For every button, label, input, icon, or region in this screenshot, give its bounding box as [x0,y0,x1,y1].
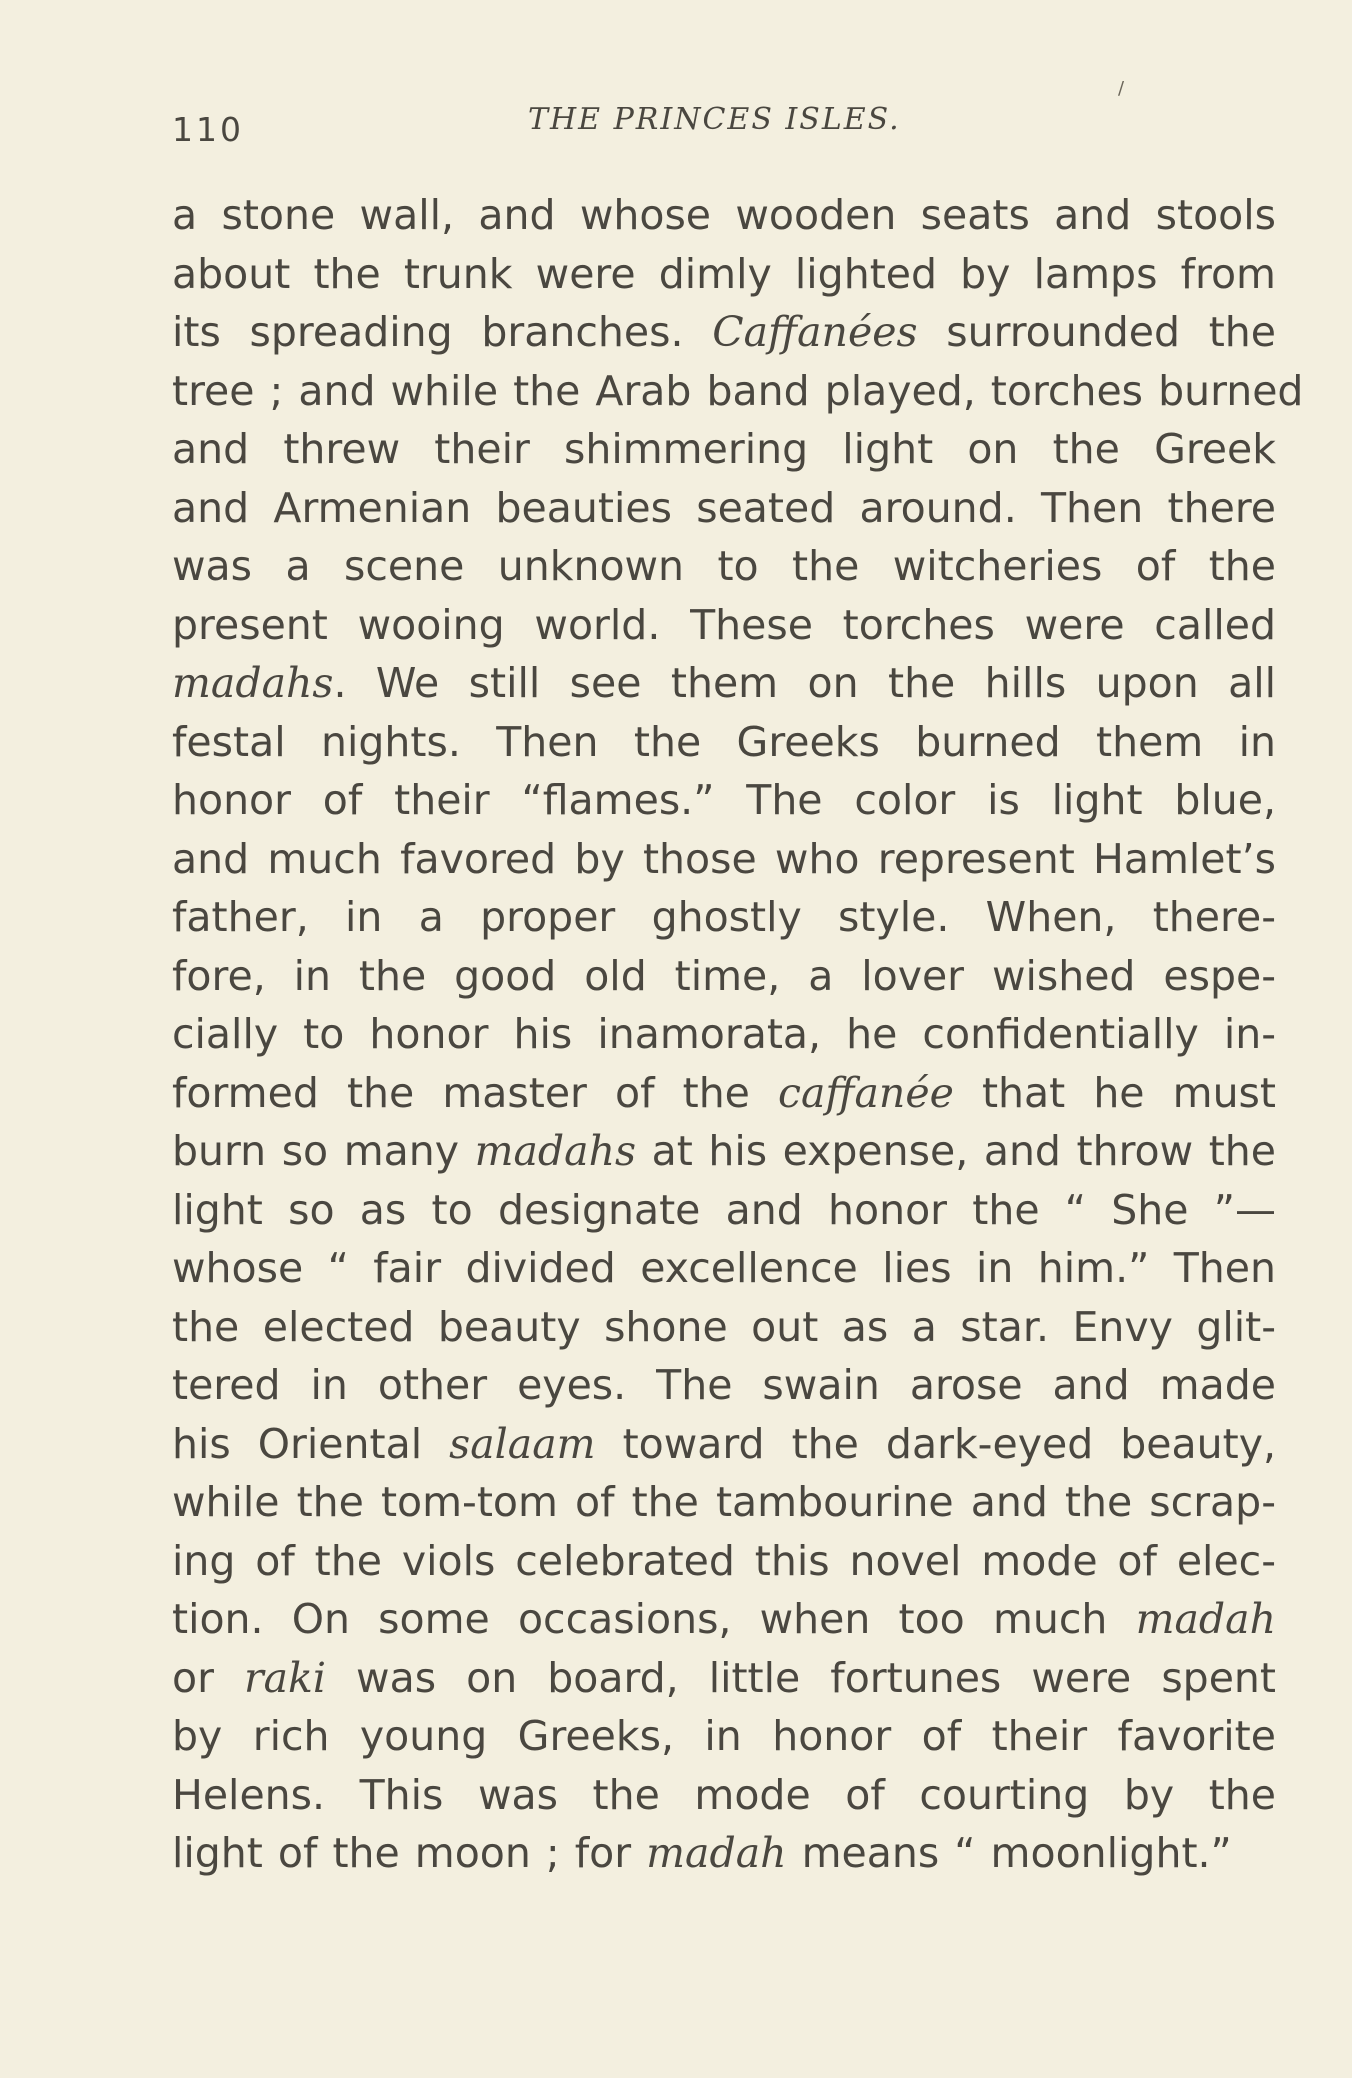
text-segment: tered in other eyes. The swain arose and made [172,1361,1276,1409]
text-segment: or [172,1653,244,1702]
text-segment: its spreading branches. [172,308,713,356]
italic-text: Caffanées [712,308,918,356]
text-line [172,1064,1276,1123]
text-segment: festal nights. Then the Greeks burned them in [172,717,1276,766]
text-segment: the elected beauty shone out as a star. Envy glit- [172,1302,1276,1351]
text-segment: formed the master of the [172,1068,779,1117]
text-line [172,1122,1276,1181]
text-line [172,1766,1276,1825]
text-line [172,479,1276,538]
text-line [172,1532,1276,1591]
text-line [172,1356,1276,1415]
text-line [172,1824,1276,1883]
text-segment: at his expense, and throw the [636,1127,1276,1175]
text-segment: burn so many [172,1127,475,1175]
text-line [172,362,1304,421]
text-line [172,1298,1276,1357]
text-line [172,596,1276,655]
text-segment: and much favored by those who represent Hamlet’s [172,834,1276,883]
text-line [172,654,1276,713]
text-segment: was on board, little fortunes were spent [326,1653,1276,1702]
text-line [172,420,1276,479]
page-number: 110 [172,110,244,149]
text-segment: by rich young Greeks, in honor of their favorite [172,1712,1276,1760]
text-line [172,830,1276,889]
text-segment: present wooing world. These torches were called [172,600,1276,649]
text-segment: was a scene unknown to the witcheries of the [172,542,1276,590]
text-line [172,888,1276,947]
text-line [172,1005,1276,1064]
text-segment: . We still see them on the hills upon all [333,659,1276,707]
text-line [172,1590,1276,1649]
stray-ink-mark: / [1118,78,1125,99]
italic-text: salaam [449,1419,596,1468]
text-segment: about the trunk were dimly lighted by lamps from [172,249,1276,298]
text-segment: toward the dark-eyed beauty, [595,1419,1276,1468]
text-line [172,1473,1276,1532]
text-segment: and Armenian beauties seated around. Then there [172,483,1276,532]
text-segment: fore, in the good old time, a lover wished espe- [172,951,1276,1000]
text-segment: his Oriental [172,1419,450,1468]
text-segment: light of the moon ; for [172,1829,647,1877]
text-line [172,1415,1276,1474]
text-segment: that he must [953,1068,1276,1117]
text-segment: cially to honor his inamorata, he confidentially in- [172,1010,1276,1058]
italic-text: caffanée [778,1068,954,1117]
text-line [172,245,1276,304]
text-line [172,771,1276,830]
text-segment: tree ; and while the Arab band played, torches burned [172,366,1304,415]
text-line [172,1707,1276,1766]
text-line [172,303,1276,362]
text-segment: and threw their shimmering light on the Greek [172,425,1276,473]
text-segment: a stone wall, and whose wooden seats and stools [172,191,1276,239]
running-title: THE PRINCES ISLES. [528,102,901,137]
text-line [172,713,1276,772]
italic-text: raki [244,1653,326,1702]
text-segment: surrounded the [917,308,1276,356]
text-segment: father, in a proper ghostly style. When, there- [172,893,1276,941]
italic-text: madahs [474,1127,637,1175]
body-text [172,186,1304,1883]
text-line [172,537,1276,596]
italic-text: madah [646,1829,787,1877]
text-line [172,947,1276,1006]
text-segment: Helens. This was the mode of courting by the [172,1770,1276,1819]
text-segment: honor of their “flames.” The color is light blue, [172,776,1276,824]
text-segment: tion. On some occasions, when too much [172,1595,1136,1643]
text-segment: means “ moonlight.” [786,1829,1232,1877]
text-segment: whose “ fair divided excellence lies in him.” Then [172,1244,1276,1292]
text-line [172,1649,1276,1708]
text-line [172,1239,1276,1298]
text-line [172,186,1276,245]
text-segment: light so as to designate and honor the “ She ”— [172,1185,1276,1234]
text-segment: while the tom-tom of the tambourine and the scrap- [172,1478,1276,1526]
text-segment: ing of the viols celebrated this novel mode of elec- [172,1536,1276,1585]
italic-text: madah [1135,1595,1276,1643]
italic-text: madahs [172,659,334,707]
text-line [172,1181,1276,1240]
